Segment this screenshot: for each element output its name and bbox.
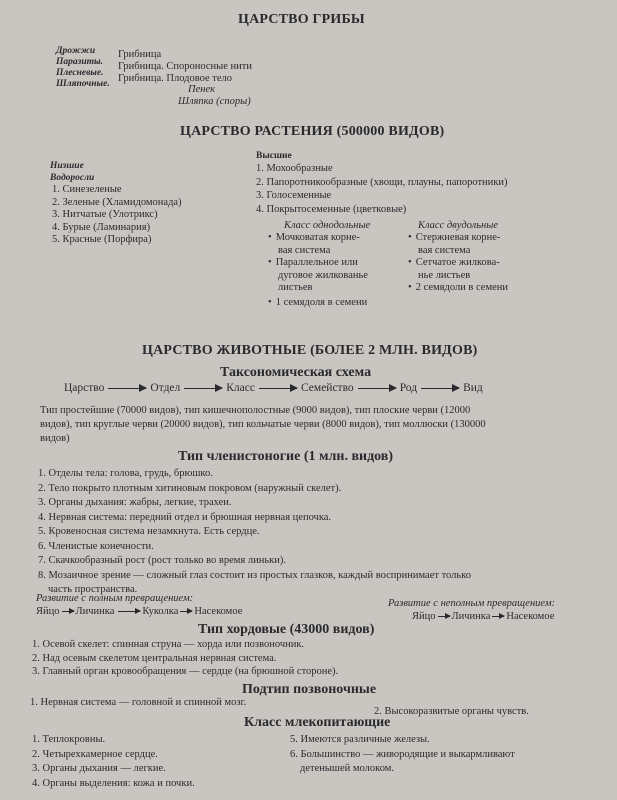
di-title: Класс двудольные (418, 220, 499, 231)
chordate-item: 2. Над осевым скелетом центральная нервная система. (32, 652, 277, 664)
arthropod-item: 4. Нервная система: передний отдел и брюшная нервная цепочка. (38, 511, 332, 523)
vertebrates-title: Подтип позвоночные (242, 682, 377, 697)
taxonomy-rank: Семейство (301, 382, 354, 394)
plants-title: ЦАРСТВО РАСТЕНИЯ (500000 ВИДОВ) (180, 124, 445, 139)
arthropod-item: 2. Тело покрыто плотным хитиновым покровом (наружный скелет). (38, 482, 342, 494)
stage: Насекомое (194, 606, 243, 617)
di-item: • 2 семядоли в семени (408, 282, 508, 295)
taxonomy-rank: Род (399, 382, 418, 394)
fungi-type: Дрожжи (56, 46, 96, 56)
plants-higher-title: Высшие (256, 151, 292, 161)
arthropod-item: 1. Отделы тела: голова, грудь, брюшко. (38, 468, 213, 479)
complete-metamorphosis-title: Развитие с полным превращением: (36, 593, 194, 604)
mammal-item: 4. Органы выделения: кожа и почки. (32, 777, 195, 789)
fungi-part: Шляпка (споры) (178, 96, 251, 107)
chordate-item: 1. Осевой скелет: спинная струна — хорда или позвоночник. (32, 639, 305, 650)
incomplete-metamorphosis-chain (412, 611, 554, 622)
mono-list (268, 232, 368, 309)
vertebrates-left: 1. Нервная система — головной и спинной мозг. (30, 697, 247, 708)
arthropod-item: часть пространства. (48, 584, 138, 595)
arthropod-item: 5. Кровеносная система незамкнута. Есть сердце. (38, 526, 260, 537)
mammal-item: 5. Имеются различные железы. (290, 734, 430, 745)
taxonomy-rank: Царство (64, 382, 105, 394)
taxonomy-title: Таксономическая схема (220, 365, 372, 380)
algae-list (52, 184, 182, 247)
stage: Яйцо (412, 611, 436, 622)
arrow-icon (118, 611, 140, 612)
fungi-type: Паразиты. (56, 57, 103, 67)
fungi-structure-item: Грибница (118, 49, 162, 60)
fungi-parts (178, 84, 251, 108)
stage: Яйцо (36, 606, 60, 617)
stage: Насекомое (506, 611, 555, 622)
chordate-item: 3. Главный орган кровообращения — сердце (на брюшной стороне). (32, 666, 339, 677)
text-line: Тип простейшие (70000 видов), тип кишечнополостные (9000 видов), тип плоские черви (12000 (40, 405, 471, 416)
arthropod-item: 6. Членистые конечности. (38, 540, 154, 552)
mono-title: Класс однодольные (284, 220, 371, 231)
arrow-icon (438, 616, 450, 617)
incomplete-metamorphosis-title: Развитие с неполным превращением: (388, 598, 556, 609)
taxonomy-rank: Вид (463, 382, 483, 394)
taxonomy-rank: Класс (226, 382, 255, 394)
mammal-item: 1. Теплокровны. (32, 734, 106, 745)
animals-title: ЦАРСТВО ЖИВОТНЫЕ (БОЛЕЕ 2 МЛН. ВИДОВ) (142, 343, 478, 358)
higher-item: 4. Покрытосеменные (цветковые) (256, 203, 407, 215)
algae-item: 4. Бурые (Ламинария) (52, 221, 151, 233)
higher-item: 3. Голосеменные (256, 190, 332, 201)
di-item: • Сетчатое жилкова- (408, 257, 508, 270)
arrow-icon (358, 388, 396, 389)
plants-algae-title: Водоросли (50, 173, 95, 183)
fungi-title: ЦАРСТВО ГРИБЫ (238, 12, 365, 27)
arthropod-item: 7. Скачкообразный рост (рост только во время линьки). (38, 555, 286, 566)
arrow-icon (259, 388, 297, 389)
arthropod-item: 3. Органы дыхания: жабры, легкие, трахеи. (38, 497, 232, 508)
taxonomy-rank: Отдел (150, 382, 181, 394)
fungi-type: Плесневые. (56, 68, 104, 78)
mammals-title: Класс млекопитающие (244, 715, 391, 730)
arrow-icon (108, 388, 146, 389)
arthropods-list (38, 467, 471, 598)
fungi-types (56, 46, 110, 90)
algae-item: 2. Зеленые (Хламидомонада) (52, 196, 182, 208)
fungi-part: Пенек (188, 84, 216, 95)
mono-item: • Параллельное или (268, 257, 368, 270)
mono-item: вая система (278, 244, 331, 256)
arrow-icon (180, 611, 192, 612)
algae-item: 1. Синезеленые (52, 184, 122, 195)
arthropod-item: 8. Мозаичное зрение — сложный глаз состоит из простых глазков, каждый воспринимает только (38, 569, 471, 581)
higher-item: 1. Мохообразные (256, 163, 333, 174)
fungi-structure-item: Грибница. Спороносные нити (118, 61, 252, 72)
mono-item: дуговое жилкованье (278, 269, 368, 281)
vertebrates-right: 2. Высокоразвитые органы чувств. (374, 706, 529, 717)
higher-item: 2. Папоротникообразные (хвощи, плауны, папоротники) (256, 176, 508, 188)
di-item: • Стержневая корне- (408, 232, 508, 245)
chordates-title: Тип хордовые (43000 видов) (198, 622, 375, 637)
algae-item: 5. Красные (Порфира) (52, 234, 152, 245)
fungi-structure (118, 49, 252, 85)
stage: Личинка (451, 611, 491, 622)
chordates-list (32, 638, 338, 679)
arrow-icon (184, 388, 222, 389)
fungi-type: Шляпочные. (56, 79, 110, 89)
text-line: видов), тип круглые черви (20000 видов), тип кольчатые черви (8000 видов), тип моллюски (130000 (40, 419, 486, 430)
mammal-item: 3. Органы дыхания — легкие. (32, 763, 166, 774)
stage: Куколка (142, 606, 179, 617)
text-line: видов) (40, 433, 70, 444)
mammal-item: 6. Большинство — живородящие и выкармливают (290, 748, 515, 760)
mono-item: • 1 семядоля в семени (268, 297, 368, 310)
stage: Личинка (75, 606, 115, 617)
fungi-structure-item: Грибница. Плодовое тело (118, 73, 233, 84)
algae-item: 3. Нитчатые (Улотрикс) (52, 209, 158, 220)
higher-list (256, 162, 508, 216)
plants-lower-title: Низшие (50, 161, 84, 171)
complete-metamorphosis-chain (36, 606, 242, 617)
arthropods-title: Тип членистоногие (1 млн. видов) (178, 449, 394, 464)
mammal-item: детенышей молоком. (300, 763, 395, 774)
mammals-left (32, 733, 195, 791)
di-item: нье листьев (418, 269, 471, 281)
mammal-item: 2. Четырехкамерное сердце. (32, 748, 158, 760)
mono-item: • Мочковатая корне- (268, 232, 368, 245)
di-list (408, 232, 508, 295)
di-item: вая система (418, 244, 471, 256)
mono-item: листьев (278, 282, 313, 293)
arrow-icon (62, 611, 74, 612)
arrow-icon (492, 616, 504, 617)
animal-types-text (40, 404, 486, 446)
arrow-icon (421, 388, 459, 389)
mammals-right (290, 733, 515, 777)
taxonomy-chain (64, 382, 483, 394)
